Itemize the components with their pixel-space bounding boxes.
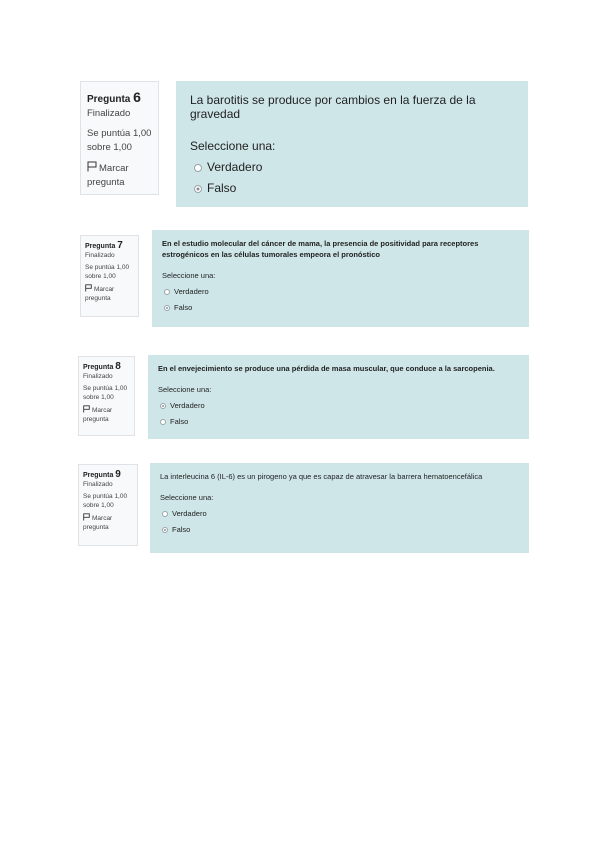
radio-button[interactable] [164,289,170,295]
question-label: Pregunta [87,94,131,105]
radio-button[interactable] [160,419,166,425]
question-title [87,90,152,107]
flag-label: Marcar pregunta [83,515,113,531]
select-prompt: Seleccione una: [162,271,216,280]
question-text: La barotitis se produce por cambios en la fuerza de la gravedad [190,93,476,121]
question-content [152,230,529,327]
select-prompt: Seleccione una: [158,385,212,394]
flag-question-link[interactable] [85,284,134,303]
question-text: La interleucina 6 (IL-6) es un pirogeno ya que es capaz de atravesar la barrera hematoencefálica [160,472,483,481]
flag-question-link[interactable] [83,405,130,424]
question-score: Se puntúa 1,00 sobre 1,00 [83,385,128,401]
question-score: Se puntúa 1,00 sobre 1,00 [85,264,130,280]
question-content [176,81,528,207]
flag-label: Marcar pregunta [87,163,129,188]
option-falso[interactable] [160,524,519,535]
question-status: Finalizado [83,373,113,380]
question-status: Finalizado [87,108,131,119]
question-number: 7 [117,240,123,251]
flag-icon [85,284,92,292]
question-score: Se puntúa 1,00 sobre 1,00 [87,128,152,153]
question-number: 6 [133,89,141,105]
question-label: Pregunta [83,364,114,371]
flag-question-link[interactable] [87,161,152,190]
question-info-panel [80,81,159,195]
radio-button-checked[interactable] [162,527,168,533]
option-verdadero[interactable] [162,286,519,297]
question-title [85,241,134,251]
question-content [150,463,529,553]
question-status: Finalizado [85,252,115,259]
flag-icon [83,513,90,521]
radio-button-checked[interactable] [164,305,170,311]
option-label: Falso [207,181,237,195]
option-falso[interactable] [190,181,514,195]
radio-button[interactable] [162,511,168,517]
question-title [83,362,130,372]
question-text: En el estudio molecular del cáncer de mama, la presencia de positividad para receptores estrogénicos en las células tumorales empeora el pronóstico [162,239,479,259]
option-label: Falso [172,525,191,534]
option-label: Verdadero [207,160,263,174]
option-label: Falso [170,417,189,426]
question-title [83,470,133,480]
flag-question-link[interactable] [83,513,133,532]
option-label: Falso [174,303,193,312]
question-number: 8 [115,361,121,372]
question-info-panel [78,356,135,436]
question-info-panel [80,235,139,317]
option-label: Verdadero [174,287,209,296]
question-score: Se puntúa 1,00 sobre 1,00 [83,493,128,509]
option-verdadero[interactable] [160,508,519,519]
option-falso[interactable] [158,416,519,427]
flag-label: Marcar pregunta [85,286,115,302]
radio-button-checked[interactable] [160,403,166,409]
question-label: Pregunta [83,472,114,479]
select-prompt: Seleccione una: [160,493,214,502]
option-label: Verdadero [170,401,205,410]
radio-button-checked[interactable] [194,185,202,193]
option-label: Verdadero [172,509,207,518]
question-status: Finalizado [83,481,113,488]
option-verdadero[interactable] [158,400,519,411]
flag-icon [87,161,97,172]
question-number: 9 [115,469,121,480]
question-label: Pregunta [85,243,116,250]
option-verdadero[interactable] [190,160,514,174]
radio-button[interactable] [194,164,202,172]
question-content [148,355,529,439]
flag-icon [83,405,90,413]
select-prompt: Seleccione una: [190,139,276,153]
flag-label: Marcar pregunta [83,407,113,423]
question-text: En el envejecimiento se produce una pérdida de masa muscular, que conduce a la sarcopenia. [158,364,495,373]
question-info-panel [78,464,138,546]
option-falso[interactable] [162,302,519,313]
